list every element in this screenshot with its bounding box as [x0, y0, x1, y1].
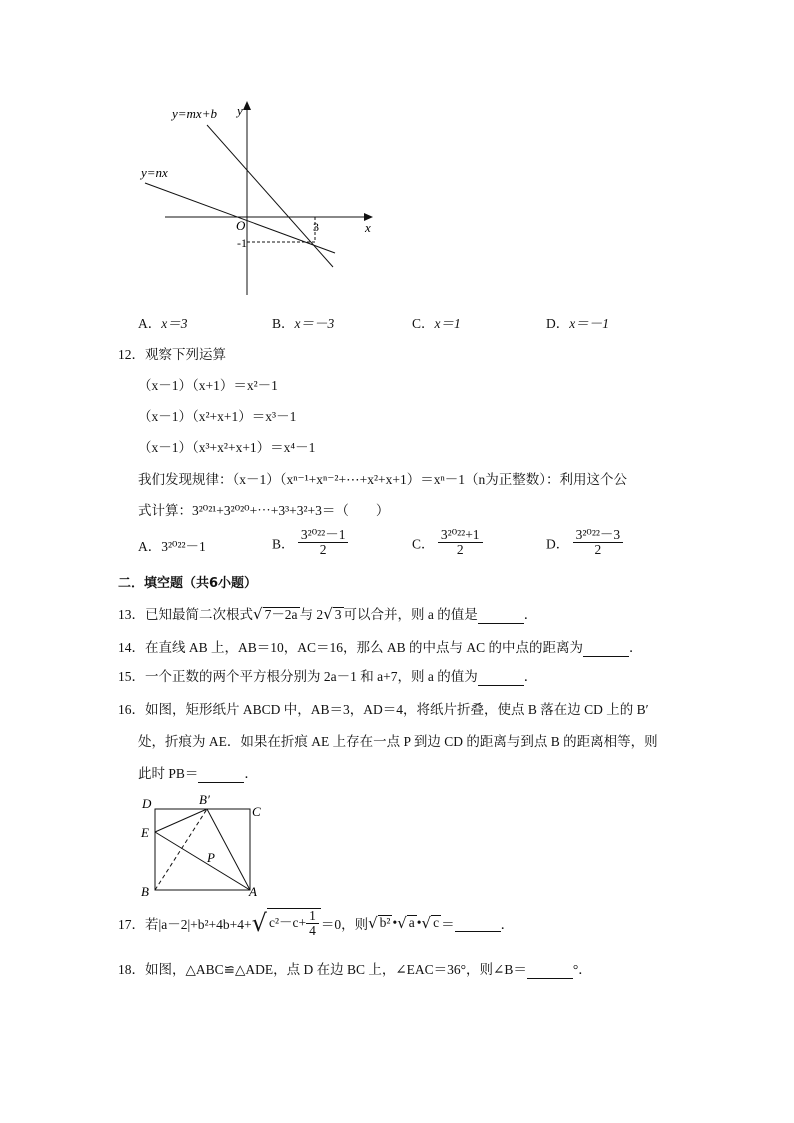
option-expr: x＝－3 [294, 316, 335, 331]
q11-option-c [412, 312, 461, 332]
radicand-text: c²－c+ [268, 914, 307, 930]
dot-operator: • [392, 915, 398, 931]
option-expr: x＝3 [161, 316, 188, 331]
q14 [118, 636, 643, 657]
q17-text-pre: 17．若|a－2|+b²+4b+4+ [118, 917, 252, 933]
answer-blank[interactable] [478, 607, 524, 624]
answer-blank[interactable] [455, 915, 501, 932]
q18 [118, 958, 592, 979]
crease-ae [155, 832, 250, 890]
option-expr: x＝－1 [569, 316, 609, 331]
q16-line-2: 处，折痕为 AE．如果在折痕 AE 上存在一点 P 到边 CD 的距离与到点 B 的距离相等，则 [138, 734, 658, 749]
option-letter: D． [546, 536, 570, 552]
q12-rule: 我们发现规律：（x－1）（xⁿ⁻¹+xⁿ⁻²+⋯+x²+x+1）＝xⁿ－1（n为正整数）：利用这个公 [138, 472, 627, 487]
q12-equation-2: （x－1）（x²+x+1）＝x³－1 [138, 409, 297, 424]
vertex-label-b: B [141, 884, 149, 899]
q12-equation-1: （x－1）（x+1）＝x²－1 [138, 378, 278, 393]
radicand: 3 [334, 607, 342, 622]
q12-equation-3: （x－1）（x³+x²+x+1）＝x⁴－1 [138, 440, 316, 455]
q13-text-pre: 13．已知最简二次根式 [118, 607, 253, 622]
option-expr: x＝1 [434, 316, 461, 331]
sqrt-icon: √ [323, 605, 333, 623]
q11-option-d [546, 312, 609, 332]
q15 [118, 665, 537, 686]
segment-eb-prime [155, 809, 207, 832]
q12-option-b [272, 528, 348, 557]
vertex-label-e: E [141, 825, 149, 840]
radicand: b² [379, 915, 391, 931]
q16-line-3 [138, 762, 258, 783]
dashed-b-b-prime [155, 809, 207, 890]
option-letter: C． [412, 316, 435, 331]
label-tick-neg1: -1 [237, 236, 247, 250]
option-letter: D． [546, 316, 570, 331]
q13-text-mid: 与 2 [299, 607, 324, 622]
linear-graph-figure [135, 95, 385, 300]
label-line-nx: y=nx [141, 165, 168, 180]
option-letter: A． [138, 316, 162, 331]
vertex-label-c: C [252, 804, 261, 819]
dot-operator: • [416, 915, 422, 931]
section-heading: 二．填空题（共6小题） [118, 576, 258, 591]
sqrt-icon: √ [253, 605, 263, 623]
radicand: c [433, 915, 440, 931]
q17-text-mid: ＝0，则 [320, 917, 369, 933]
answer-blank[interactable] [527, 962, 573, 979]
label-line-mx-b: y=mx+b [172, 106, 217, 121]
label-tick-3: 3 [313, 220, 319, 234]
label-origin: O [236, 218, 246, 233]
vertex-label-d: D [142, 796, 152, 811]
q13-end: ． [523, 607, 538, 622]
q13 [118, 603, 537, 624]
sqrt-icon: √ [421, 914, 432, 933]
rectangle-abcd [155, 809, 250, 890]
answer-blank[interactable] [198, 766, 244, 783]
option-letter: B． [272, 536, 295, 552]
q11-option-a [138, 312, 188, 332]
q11-option-b [272, 312, 334, 332]
y-axis-arrow [243, 101, 251, 110]
q12-title: 12．观察下列运算 [118, 347, 226, 362]
radicand [267, 908, 321, 938]
q16-line-1: 16．如图，矩形纸片 ABCD 中，AB＝3，AD＝4，将纸片折叠，使点 B 落在边 CD 上的 B′ [118, 702, 649, 717]
fraction: $\frac{1}{4}$ [306, 909, 319, 938]
q17 [118, 908, 514, 938]
q12-calc: 式计算：3²⁰²¹+3²⁰²⁰+⋯+3³+3²+3＝（ ） [138, 503, 390, 518]
fraction: $\frac{\text{3²⁰²²+1}}{2}$ [438, 528, 483, 557]
q13-text-post: 可以合并，则 a 的值是 [343, 607, 478, 622]
answer-blank[interactable] [478, 669, 524, 686]
q16-text: 此时 PB＝ [138, 766, 199, 781]
q16-end: ． [244, 766, 258, 781]
label-axis-x: x [365, 220, 371, 235]
q12-option-a: A．3²⁰²²－1 [138, 539, 206, 554]
q15-end: ． [523, 669, 538, 684]
q18-end: °． [572, 962, 592, 977]
sqrt-icon: √ [251, 909, 267, 938]
q14-text: 14．在直线 AB 上，AB＝10，AC＝16，那么 AB 的中点与 AC 的中点的距离为 [118, 640, 584, 655]
point-label-p: P [207, 850, 215, 865]
fraction: $\frac{\text{3²⁰²²－3}}{2}$ [573, 528, 624, 557]
q18-text: 18．如图，△ABC≌△ADE，点 D 在边 BC 上，∠EAC＝36°，则∠B＝ [118, 962, 527, 977]
q17-end: ． [500, 917, 515, 933]
radicand: 7－2a [264, 607, 298, 622]
rectangle-fold-figure [135, 790, 275, 900]
answer-blank[interactable] [583, 640, 629, 657]
q12-option-c [412, 528, 483, 557]
option-letter: C． [412, 536, 435, 552]
sqrt-icon: √ [368, 914, 378, 933]
label-axis-y: y [237, 103, 243, 118]
vertex-label-a: A [249, 884, 257, 899]
fraction: $\frac{\text{3²⁰²²－1}}{2}$ [298, 528, 349, 557]
q15-text: 15．一个正数的两个平方根分别为 2a－1 和 a+7，则 a 的值为 [118, 669, 478, 684]
q14-end: ． [629, 640, 643, 655]
vertex-label-b-prime: B′ [199, 792, 210, 807]
sqrt-icon: √ [397, 914, 407, 933]
q17-text-post: ＝ [441, 917, 455, 933]
radicand: a [408, 915, 415, 931]
q12-option-d [546, 528, 623, 557]
option-letter: B． [272, 316, 295, 331]
